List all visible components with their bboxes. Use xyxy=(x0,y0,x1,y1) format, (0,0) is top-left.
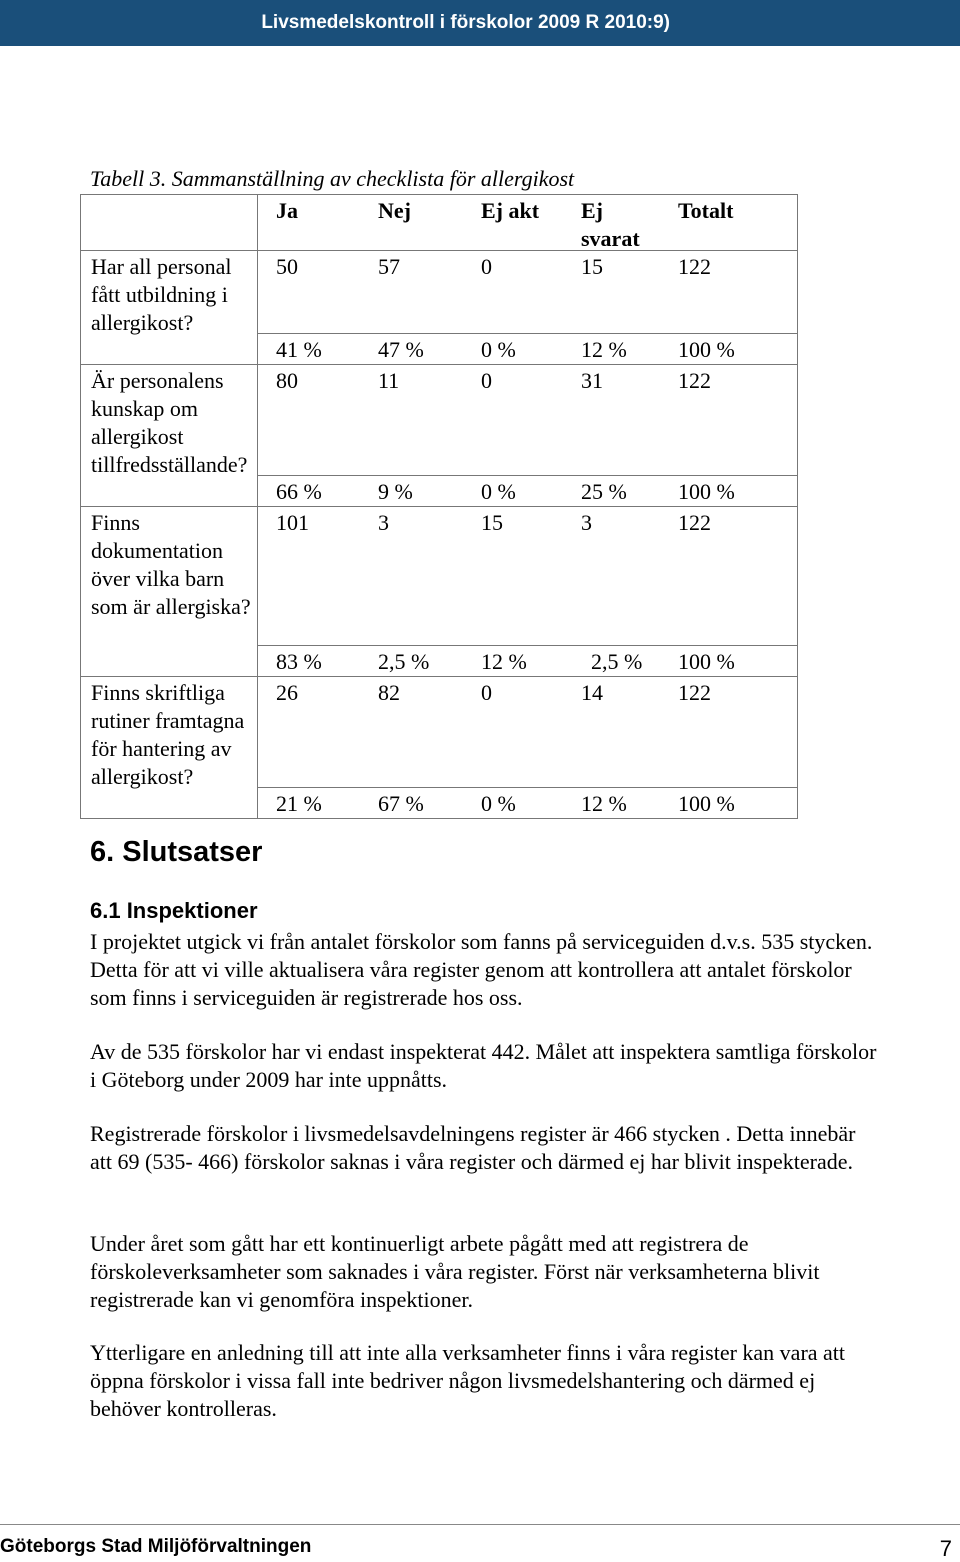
percent-ej-svarat: 12 % xyxy=(581,791,627,816)
row-counts xyxy=(258,251,798,334)
count-nej: 3 xyxy=(378,510,389,535)
row-counts xyxy=(258,365,798,476)
percent-ej-akt: 0 % xyxy=(481,791,516,816)
paragraph-further-reason: Ytterligare en anledning till att inte alla verksamheter finns i våra register kan vara att öppna förskolor i vissa fall inte bedriver någon livsmedelshantering och därmed ej behöver kontrolleras. xyxy=(90,1340,846,1421)
table-row xyxy=(81,251,798,334)
percent-nej: 47 % xyxy=(378,337,424,362)
count-totalt: 122 xyxy=(678,680,711,705)
row-counts xyxy=(258,677,798,788)
percent-ja: 21 % xyxy=(276,791,322,816)
count-ej-svarat: 31 xyxy=(581,368,603,393)
table-caption: Tabell 3. Sammanställning av checklista för allergikost xyxy=(90,166,575,191)
percent-nej: 9 % xyxy=(378,479,413,504)
count-totalt: 122 xyxy=(678,368,711,393)
table-row xyxy=(81,365,798,476)
count-nej: 82 xyxy=(378,680,400,705)
percent-ej-akt: 0 % xyxy=(481,337,516,362)
row-percents xyxy=(258,646,798,677)
percent-ja: 41 % xyxy=(276,337,322,362)
table-header-row xyxy=(81,195,798,251)
footer-organization: Göteborgs Stad Miljöförvaltningen xyxy=(0,1536,312,1557)
row-percents xyxy=(258,334,798,365)
row-percents xyxy=(258,476,798,507)
percent-nej: 2,5 % xyxy=(378,649,430,674)
table-row xyxy=(81,507,798,646)
section-heading: 6. Slutsatser xyxy=(90,836,263,868)
page-number: 7 xyxy=(939,1536,952,1561)
percent-ej-svarat: 12 % xyxy=(581,337,627,362)
percent-nej: 67 % xyxy=(378,791,424,816)
table-row xyxy=(81,677,798,788)
paragraph-inspected: Av de 535 förskolor har vi endast inspekterat 442. Målet att inspektera samtliga förskolor i Göteborg under 2009 har inte uppnåtts. xyxy=(90,1039,877,1092)
count-nej: 57 xyxy=(378,254,400,279)
paragraph-serviceguide: I projektet utgick vi från antalet förskolor som fanns på serviceguiden d.v.s. 535 stycken. Detta för att vi ville aktualisera våra register genom att kontrollera att antalet förskolor som finns i serviceguiden är registrerade hos oss. xyxy=(90,929,873,1010)
column-header-nej: Nej xyxy=(378,198,411,223)
row-question: Finns dokumentation över vilka barn som är allergiska? xyxy=(81,507,258,677)
count-ej-akt: 0 xyxy=(481,254,492,279)
count-ej-akt: 0 xyxy=(481,680,492,705)
percent-totalt: 100 % xyxy=(678,337,735,362)
percent-ej-akt: 12 % xyxy=(481,649,527,674)
percent-ej-akt: 0 % xyxy=(481,479,516,504)
count-totalt: 122 xyxy=(678,510,711,535)
percent-ja: 66 % xyxy=(276,479,322,504)
count-ja: 26 xyxy=(276,680,298,705)
count-ej-akt: 15 xyxy=(481,510,503,535)
percent-totalt: 100 % xyxy=(678,479,735,504)
paragraph-registered: Registrerade förskolor i livsmedelsavdelningens register är 466 stycken . Detta innebär att 69 (535- 466) förskolor saknas i våra register och därmed ej har blivit inspekterade. xyxy=(90,1121,856,1174)
percent-totalt: 100 % xyxy=(678,791,735,816)
row-question: Har all personal fått utbildning i allergikost? xyxy=(81,251,258,365)
percent-ej-svarat: 25 % xyxy=(581,479,627,504)
page-header xyxy=(0,0,960,46)
subsection-heading: 6.1 Inspektioner xyxy=(90,898,258,923)
percent-ja: 83 % xyxy=(276,649,322,674)
count-ej-akt: 0 xyxy=(481,368,492,393)
column-header-totalt: Totalt xyxy=(678,198,734,223)
row-percents xyxy=(258,788,798,819)
count-ja: 50 xyxy=(276,254,298,279)
footer-divider xyxy=(0,1524,960,1525)
count-nej: 11 xyxy=(378,368,400,393)
column-header-ja: Ja xyxy=(276,198,298,223)
percent-totalt: 100 % xyxy=(678,649,735,674)
count-ja: 101 xyxy=(276,510,309,535)
count-ej-svarat: 3 xyxy=(581,510,592,535)
percent-ej-svarat: 2,5 % xyxy=(591,649,643,674)
table-corner-cell xyxy=(81,195,258,251)
count-ej-svarat: 14 xyxy=(581,680,603,705)
column-header-ej-akt: Ej akt xyxy=(481,198,540,223)
row-counts xyxy=(258,507,798,646)
table-column-headers xyxy=(258,195,798,251)
count-totalt: 122 xyxy=(678,254,711,279)
report-title: Livsmedelskontroll i förskolor 2009 R 2010:9) xyxy=(261,12,670,33)
paragraph-ongoing-work: Under året som gått har ett kontinuerligt arbete pågått med att registrera de förskoleverksamheter som saknades i våra register. Först när verksamheterna blivit registrerade kan vi genomföra inspektioner. xyxy=(90,1231,820,1312)
count-ja: 80 xyxy=(276,368,298,393)
column-header-ej-svarat: Ej svarat xyxy=(581,198,640,251)
allergy-checklist-table xyxy=(80,194,798,819)
row-question: Är personalens kunskap om allergikost tillfredsställande? xyxy=(81,365,258,507)
row-question: Finns skriftliga rutiner framtagna för hantering av allergikost? xyxy=(81,677,258,819)
count-ej-svarat: 15 xyxy=(581,254,603,279)
